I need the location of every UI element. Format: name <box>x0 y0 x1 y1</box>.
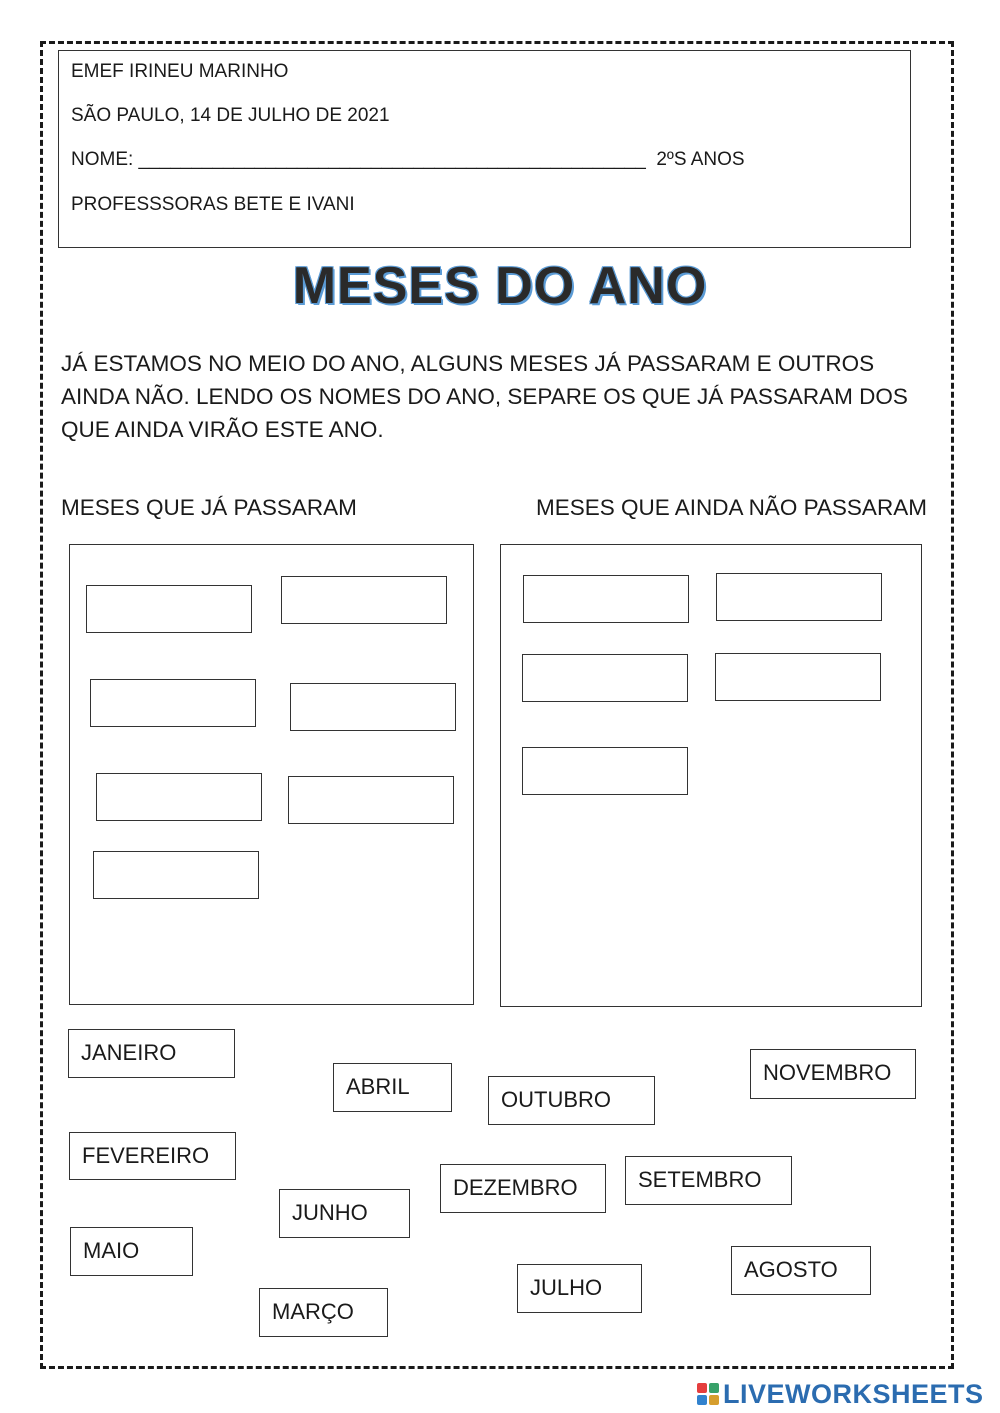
future-months-label: MESES QUE AINDA NÃO PASSARAM <box>536 495 927 520</box>
logo-grid-icon <box>697 1383 719 1405</box>
month-chip-setembro[interactable]: SETEMBRO <box>625 1156 792 1205</box>
past-drop-slot[interactable] <box>288 776 454 824</box>
month-chip-agosto[interactable]: AGOSTO <box>731 1246 871 1295</box>
month-chip-maio[interactable]: MAIO <box>70 1227 193 1276</box>
page-title: MESES DO ANO <box>292 257 708 315</box>
past-drop-slot[interactable] <box>93 851 259 899</box>
past-drop-slot[interactable] <box>90 679 256 727</box>
month-chip-marco[interactable]: MARÇO <box>259 1288 388 1337</box>
month-chip-abril[interactable]: ABRIL <box>333 1063 452 1112</box>
liveworksheets-logo <box>697 1376 984 1412</box>
future-drop-slot[interactable] <box>523 575 689 623</box>
brand-name: LIVEWORKSHEETS <box>723 1378 984 1409</box>
month-chip-janeiro[interactable]: JANEIRO <box>68 1029 235 1078</box>
month-chip-fevereiro[interactable]: FEVEREIRO <box>69 1132 236 1180</box>
instructions-text: JÁ ESTAMOS NO MEIO DO ANO, ALGUNS MESES JÁ PASSARAM E OUTROS AINDA NÃO. LENDO OS NOMES DO ANO, SEPARE OS QUE JÁ PASSARAM DOS QUE AINDA VIRÃO ESTE ANO. <box>61 351 908 442</box>
past-months-label: MESES QUE JÁ PASSARAM <box>61 495 357 520</box>
future-drop-slot[interactable] <box>522 654 688 702</box>
student-name-line: NOME: ________________________________________________ 2ºS ANOS <box>71 149 745 170</box>
teachers-line: PROFESSSORAS BETE E IVANI <box>71 194 355 215</box>
month-chip-dezembro[interactable]: DEZEMBRO <box>440 1164 606 1213</box>
date-line: SÃO PAULO, 14 DE JULHO DE 2021 <box>71 105 390 126</box>
past-drop-slot[interactable] <box>290 683 456 731</box>
school-name: EMEF IRINEU MARINHO <box>71 61 289 82</box>
month-chip-novembro[interactable]: NOVEMBRO <box>750 1049 916 1099</box>
month-chip-junho[interactable]: JUNHO <box>279 1189 410 1238</box>
month-chip-outubro[interactable]: OUTUBRO <box>488 1076 655 1125</box>
future-drop-slot[interactable] <box>715 653 881 701</box>
future-drop-slot[interactable] <box>716 573 882 621</box>
past-drop-slot[interactable] <box>96 773 262 821</box>
future-drop-slot[interactable] <box>522 747 688 795</box>
month-chip-julho[interactable]: JULHO <box>517 1264 642 1313</box>
past-drop-slot[interactable] <box>281 576 447 624</box>
past-drop-slot[interactable] <box>86 585 252 633</box>
